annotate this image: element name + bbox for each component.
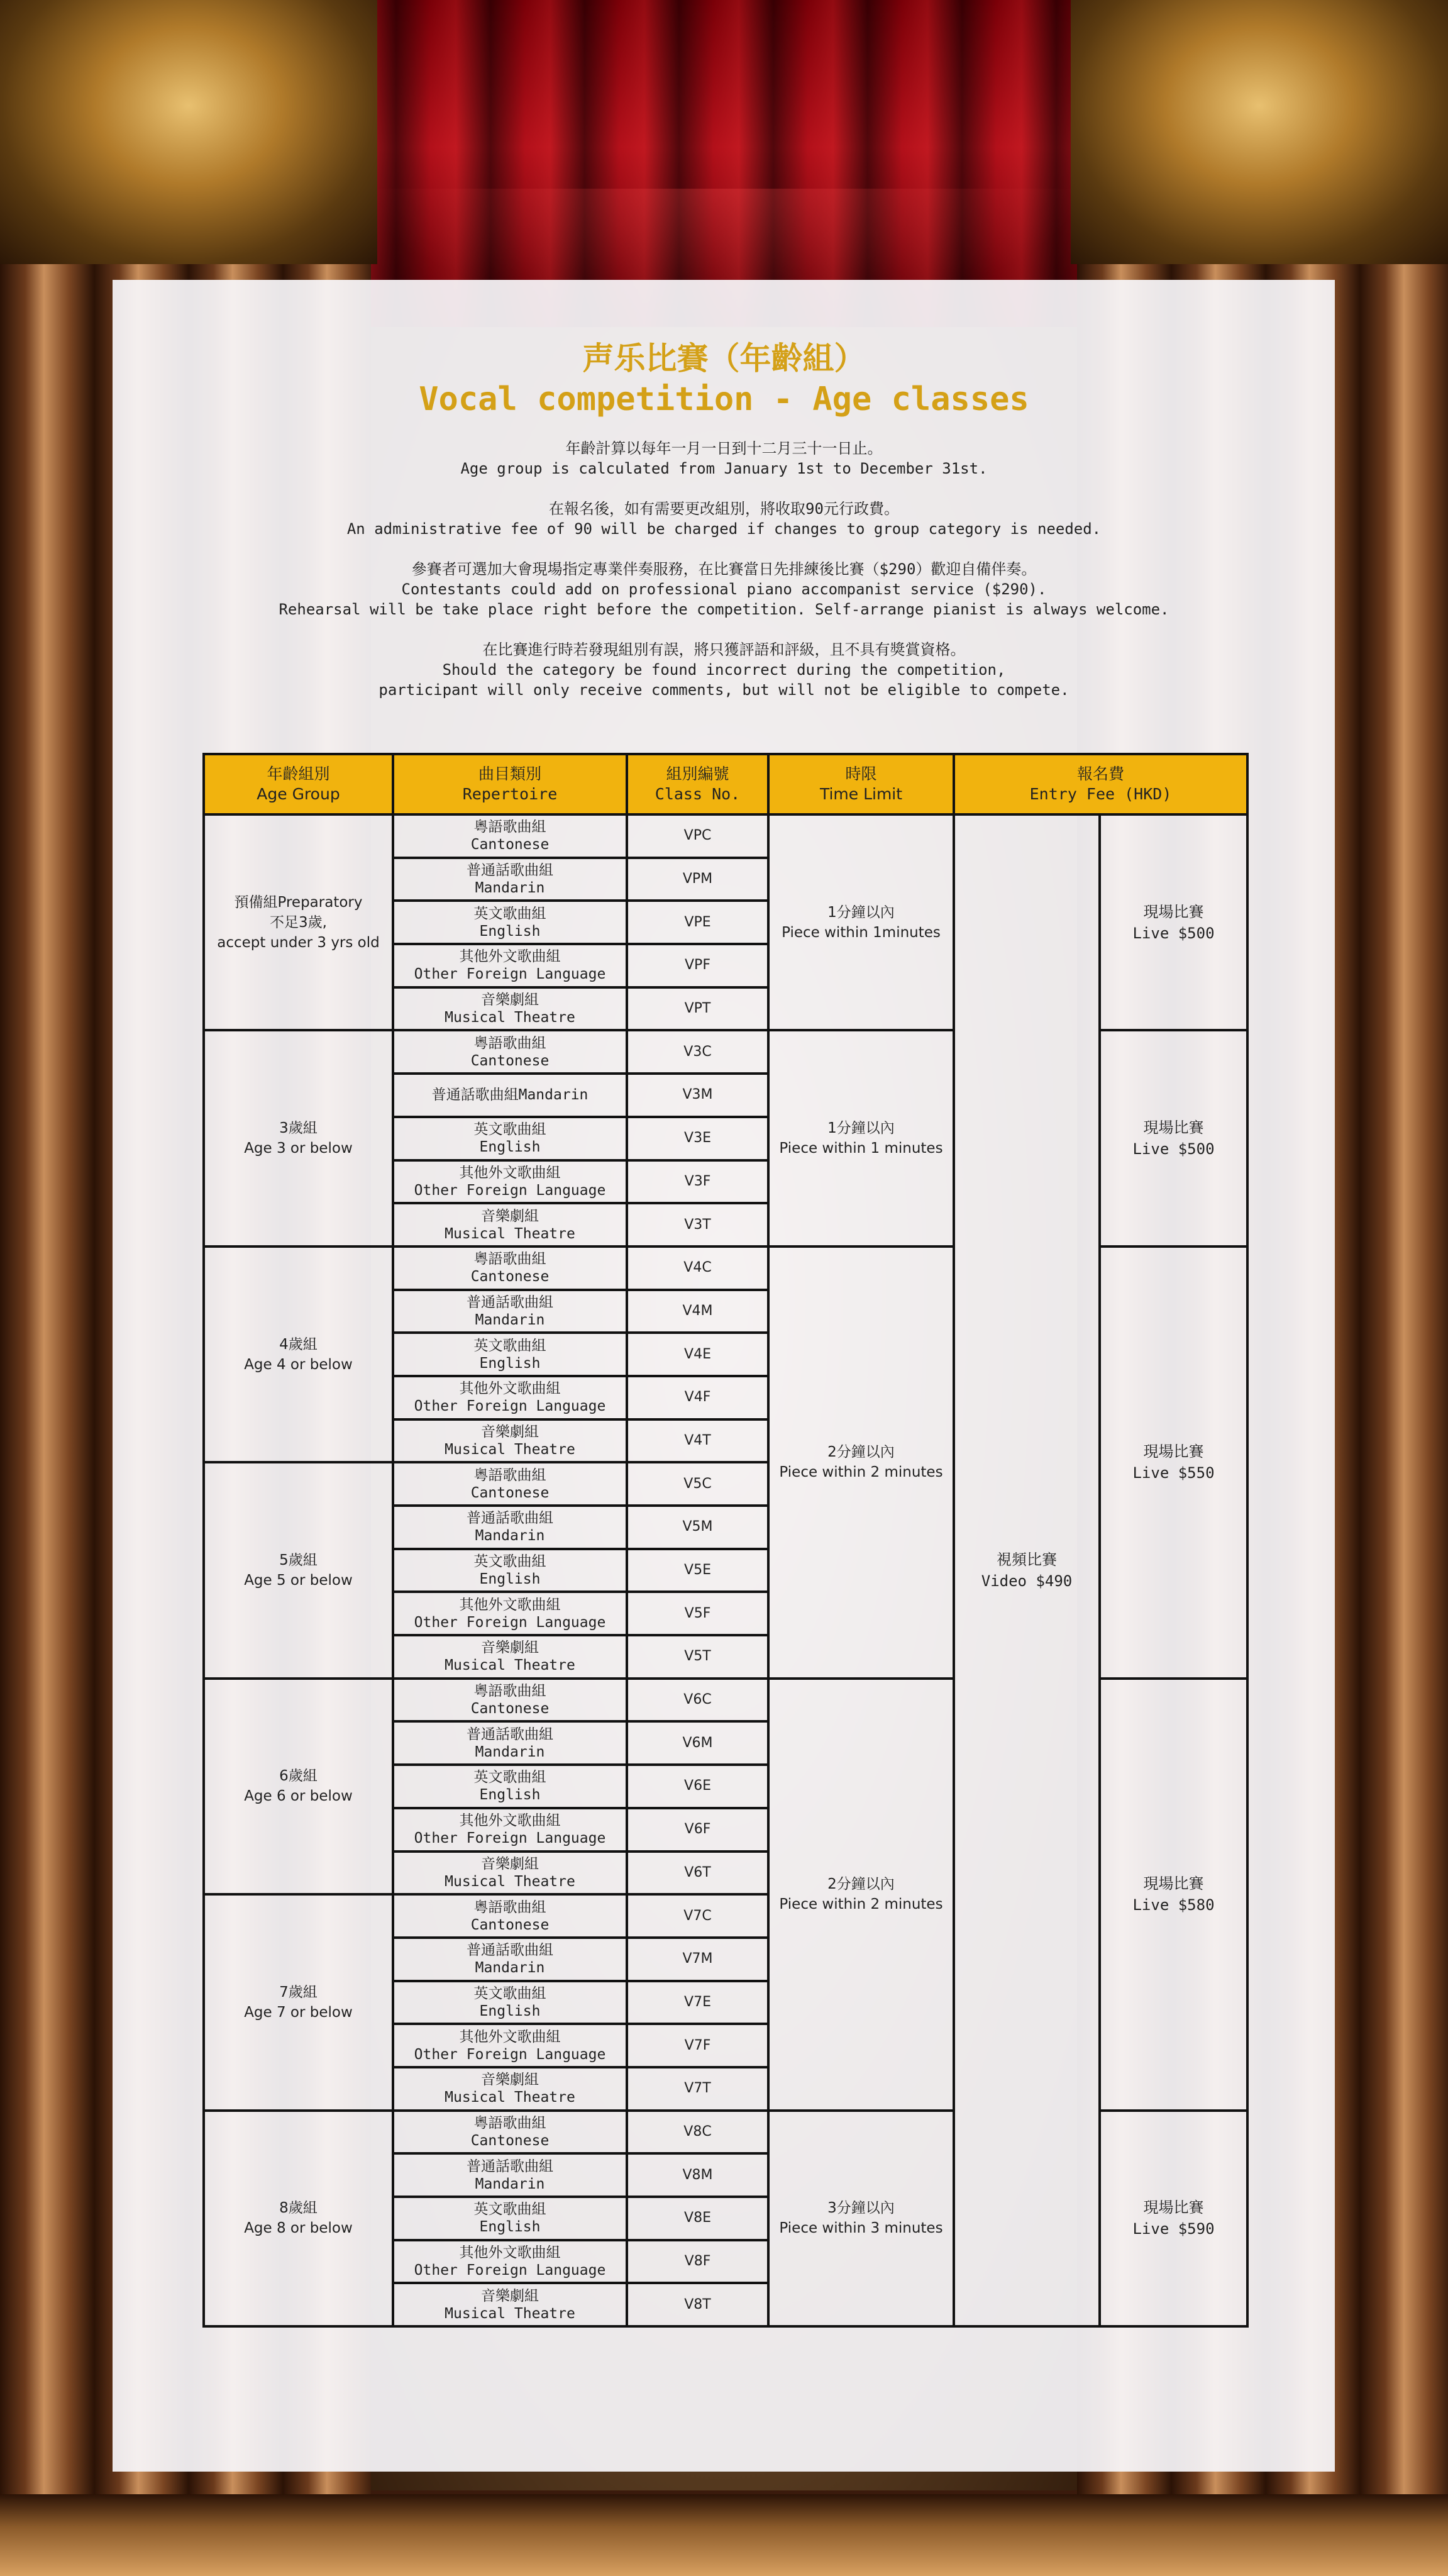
class-no-cell: V8M <box>627 2153 768 2197</box>
cell-line: 其他外文歌曲組 <box>459 948 561 965</box>
cell-line: Musical Theatre <box>445 1225 575 1242</box>
live-fee-cell <box>1100 1246 1247 1679</box>
cell-line: Mandarin <box>475 880 545 897</box>
cell-line: 音樂劇組 <box>481 1640 539 1657</box>
cell-line: 現場比賽 <box>1143 1119 1204 1137</box>
cell-line: 英文歌曲組 <box>473 1121 546 1138</box>
live-fee-cell <box>1100 1030 1247 1246</box>
cell-line: Video $490 <box>981 1572 1073 1591</box>
cell-line: 5歲組 <box>279 1552 318 1569</box>
cell-line: 現場比賽 <box>1143 902 1204 921</box>
class-table <box>202 753 1249 2328</box>
repertoire-cell <box>393 1981 627 2024</box>
class-no-cell: VPM <box>627 858 768 901</box>
repertoire-cell <box>393 987 627 1031</box>
repertoire-cell <box>393 1333 627 1376</box>
class-no-cell: V6M <box>627 1721 768 1765</box>
note-line: 參賽者可選加大會現場指定專業伴奏服務，在比賽當日先排練後比賽（$290）歡迎自備伴奏。 <box>411 560 1037 578</box>
note-accompanist <box>0 559 1448 619</box>
cell-line: accept under 3 yrs old <box>217 934 380 951</box>
time-limit-cell <box>768 814 954 1030</box>
repertoire-cell <box>393 1721 627 1765</box>
cell-line: Cantonese <box>470 2132 550 2149</box>
cell-line: 音樂劇組 <box>481 992 539 1009</box>
cell-line: 不足3歲, <box>270 914 327 931</box>
cell-line: Musical Theatre <box>445 2305 575 2322</box>
age-group-cell <box>204 1679 393 1894</box>
note-admin-fee <box>0 499 1448 539</box>
cell-line: Age 7 or below <box>244 2004 353 2021</box>
repertoire-cell <box>393 1117 627 1160</box>
cell-line: 6歲組 <box>279 1768 318 1785</box>
cell-line: 粵語歌曲組 <box>473 1251 546 1268</box>
class-no-cell: V5F <box>627 1592 768 1635</box>
cell-line: English <box>479 1571 541 1588</box>
cell-line: 英文歌曲組 <box>473 1769 546 1786</box>
class-no-cell: V5T <box>627 1635 768 1679</box>
cell-line: 英文歌曲組 <box>473 905 546 922</box>
cell-line: Cantonese <box>470 1701 550 1718</box>
repertoire-cell <box>393 1203 627 1246</box>
cell-line: 粵語歌曲組 <box>473 1683 546 1700</box>
cell-line: Piece within 3 minutes <box>779 2220 943 2237</box>
age-group-cell <box>204 2111 393 2326</box>
cell-line: Live $580 <box>1132 1896 1215 1914</box>
cell-line: Cantonese <box>470 1052 550 1069</box>
class-no-cell: V4C <box>627 1246 768 1290</box>
title-english: Vocal competition - Age classes <box>419 380 1029 418</box>
cell-line: Piece within 2 minutes <box>779 1896 943 1913</box>
cell-line: Live $500 <box>1132 1140 1215 1158</box>
repertoire-cell <box>393 901 627 944</box>
cell-line: Live $550 <box>1132 1464 1215 1482</box>
cell-line: 普通話歌曲組 <box>467 862 553 879</box>
left-pillar-capital <box>0 0 377 264</box>
class-no-cell: V7M <box>627 1938 768 1981</box>
class-no-cell: V4F <box>627 1376 768 1419</box>
cell-line: English <box>479 2219 541 2236</box>
cell-line: Other Foreign Language <box>414 1398 606 1415</box>
cell-line: 2分鐘以內 <box>827 1444 895 1461</box>
class-no-cell: V8T <box>627 2283 768 2326</box>
cell-line: 其他外文歌曲組 <box>459 2245 561 2262</box>
class-no-cell: VPE <box>627 901 768 944</box>
repertoire-cell <box>393 814 627 858</box>
cell-line: 其他外文歌曲組 <box>459 1380 561 1397</box>
repertoire-cell <box>393 1030 627 1074</box>
note-line: An administrative fee of 90 will be charged if changes to group category is needed. <box>346 520 1102 538</box>
class-no-cell: V3C <box>627 1030 768 1074</box>
repertoire-cell <box>393 2153 627 2197</box>
class-no-cell: V5E <box>627 1549 768 1592</box>
live-fee-cell <box>1100 1679 1247 2111</box>
repertoire-cell <box>393 1679 627 1722</box>
cell-line: Other Foreign Language <box>414 2046 606 2063</box>
class-no-cell: V5M <box>627 1506 768 1549</box>
time-limit-cell <box>768 1679 954 2111</box>
note-line: Contestants could add on professional piano accompanist service ($290). <box>401 580 1047 598</box>
cell-line: Age 6 or below <box>244 1788 353 1805</box>
header-repertoire: 曲目類別 Repertoire <box>393 754 627 814</box>
title-chinese: 声乐比賽（年齡組） <box>582 340 866 377</box>
cell-line: Musical Theatre <box>445 2089 575 2106</box>
cell-line: 音樂劇組 <box>481 1208 539 1224</box>
cell-line: 普通話歌曲組 <box>467 1294 553 1311</box>
repertoire-cell <box>393 1549 627 1592</box>
class-no-cell: V7C <box>627 1894 768 1938</box>
cell-line: Mandarin <box>475 2175 545 2192</box>
cell-line: 其他外文歌曲組 <box>459 1596 561 1613</box>
cell-line: 3歲組 <box>279 1120 318 1137</box>
repertoire-cell <box>393 2283 627 2326</box>
cell-line: Musical Theatre <box>445 1657 575 1674</box>
cell-line: 現場比賽 <box>1143 2199 1204 2217</box>
table-header-row <box>204 754 1247 814</box>
cell-line: English <box>479 923 541 940</box>
cell-line: Live $500 <box>1132 924 1215 942</box>
cell-line: Mandarin <box>475 1311 545 1328</box>
repertoire-cell <box>393 2024 627 2067</box>
cell-line: English <box>479 1139 541 1156</box>
cell-line: Mandarin <box>475 1960 545 1977</box>
age-group-cell <box>204 1462 393 1678</box>
note-age-calculation <box>0 438 1448 479</box>
repertoire-cell <box>393 1938 627 1981</box>
cell-line: 音樂劇組 <box>481 2072 539 2089</box>
note-line: 在比賽進行時若發現組別有誤，將只獲評語和評級，且不具有獎賞資格。 <box>482 641 966 658</box>
class-no-cell: V7E <box>627 1981 768 2024</box>
note-line: Should the category be found incorrect during the competition, <box>442 661 1006 679</box>
cell-line: English <box>479 1355 541 1372</box>
cell-line: 音樂劇組 <box>481 1423 539 1440</box>
cell-line: Age 8 or below <box>244 2220 353 2237</box>
class-no-cell: V4E <box>627 1333 768 1376</box>
class-no-cell: V7F <box>627 2024 768 2067</box>
repertoire-cell <box>393 1290 627 1333</box>
age-group-cell <box>204 814 393 1030</box>
header-entry-fee: 報名費 Entry Fee (HKD) <box>954 754 1247 814</box>
cell-line: Musical Theatre <box>445 1873 575 1890</box>
header-age-group: 年齡組別 Age Group <box>204 754 393 814</box>
class-no-cell: V4T <box>627 1419 768 1463</box>
class-no-cell: V5C <box>627 1462 768 1506</box>
cell-line: 音樂劇組 <box>481 2287 539 2304</box>
cell-line: 8歲組 <box>279 2200 318 2217</box>
cell-line: 7歲組 <box>279 1984 318 2001</box>
repertoire-cell <box>393 858 627 901</box>
cell-line: 普通話歌曲組Mandarin <box>431 1087 589 1104</box>
repertoire-cell <box>393 1462 627 1506</box>
cell-line: Cantonese <box>470 1916 550 1933</box>
cell-line: 音樂劇組 <box>481 1855 539 1872</box>
live-fee-cell <box>1100 814 1247 1030</box>
live-fee-cell <box>1100 2111 1247 2326</box>
cell-line: Cantonese <box>470 1484 550 1501</box>
video-fee-cell <box>954 814 1100 2326</box>
cell-line: Other Foreign Language <box>414 2262 606 2279</box>
cell-line: Mandarin <box>475 1528 545 1545</box>
repertoire-cell <box>393 2240 627 2284</box>
repertoire-cell <box>393 1808 627 1852</box>
cell-line: Age 5 or below <box>244 1572 353 1589</box>
note-line: Rehearsal will be take place right before the competition. Self-arrange pianist is always welcome. <box>279 601 1169 618</box>
cell-line: Piece within 1minutes <box>782 924 941 941</box>
right-pillar-capital <box>1071 0 1448 264</box>
cell-line: Other Foreign Language <box>414 966 606 983</box>
cell-line: 現場比賽 <box>1143 1875 1204 1893</box>
stage-floor <box>0 2494 1448 2576</box>
cell-line: 粵語歌曲組 <box>473 1899 546 1916</box>
cell-line: Other Foreign Language <box>414 1830 606 1847</box>
repertoire-cell <box>393 1765 627 1808</box>
class-no-cell: V3M <box>627 1074 768 1117</box>
repertoire-cell <box>393 1074 627 1117</box>
cell-line: 普通話歌曲組 <box>467 2158 553 2175</box>
repertoire-cell <box>393 1894 627 1938</box>
cell-line: Mandarin <box>475 1743 545 1760</box>
cell-line: 普通話歌曲組 <box>467 1942 553 1959</box>
note-line: 年齡計算以每年一月一日到十二月三十一日止。 <box>565 440 883 457</box>
cell-line: 4歲組 <box>279 1336 318 1353</box>
repertoire-cell <box>393 1419 627 1463</box>
cell-line: English <box>479 2002 541 2019</box>
class-no-cell: V6E <box>627 1765 768 1808</box>
time-limit-cell <box>768 2111 954 2326</box>
cell-line: Live $590 <box>1132 2220 1215 2238</box>
repertoire-cell <box>393 1376 627 1419</box>
cell-line: 粵語歌曲組 <box>473 819 546 836</box>
cell-line: Musical Theatre <box>445 1009 575 1026</box>
cell-line: 粵語歌曲組 <box>473 1035 546 1052</box>
cell-line: 現場比賽 <box>1143 1443 1204 1461</box>
class-no-cell: VPT <box>627 987 768 1031</box>
cell-line: Piece within 1 minutes <box>779 1140 943 1157</box>
time-limit-cell <box>768 1246 954 1679</box>
note-line: Age group is calculated from January 1st to December 31st. <box>460 460 988 477</box>
cell-line: 預備組Preparatory <box>234 894 363 911</box>
class-no-cell: V6T <box>627 1852 768 1895</box>
cell-line: 其他外文歌曲組 <box>459 2028 561 2045</box>
header-time-limit: 時限 Time Limit <box>768 754 954 814</box>
cell-line: 其他外文歌曲組 <box>459 1813 561 1829</box>
time-limit-cell <box>768 1030 954 1246</box>
cell-line: Musical Theatre <box>445 1441 575 1458</box>
note-line: 在報名後，如有需要更改組別，將收取90元行政費。 <box>549 500 899 518</box>
class-no-cell: V3E <box>627 1117 768 1160</box>
repertoire-cell <box>393 1592 627 1635</box>
cell-line: 1分鐘以內 <box>827 904 895 921</box>
table-row <box>204 814 1247 858</box>
cell-line: Piece within 2 minutes <box>779 1464 943 1481</box>
cell-line: 英文歌曲組 <box>473 1337 546 1354</box>
class-no-cell: VPC <box>627 814 768 858</box>
cell-line: 視頻比賽 <box>997 1551 1057 1569</box>
class-no-cell: V8C <box>627 2111 768 2154</box>
cell-line: 其他外文歌曲組 <box>459 1164 561 1181</box>
class-no-cell: V4M <box>627 1290 768 1333</box>
cell-line: Other Foreign Language <box>414 1182 606 1199</box>
class-no-cell: V8E <box>627 2197 768 2240</box>
class-no-cell: V7T <box>627 2067 768 2111</box>
cell-line: Cantonese <box>470 1269 550 1285</box>
age-group-cell <box>204 1894 393 2110</box>
class-no-cell: V8F <box>627 2240 768 2284</box>
class-no-cell: V6F <box>627 1808 768 1852</box>
cell-line: 普通話歌曲組 <box>467 1510 553 1527</box>
class-no-cell: V3F <box>627 1160 768 1204</box>
repertoire-cell <box>393 2067 627 2111</box>
repertoire-cell <box>393 1852 627 1895</box>
cell-line: Age 4 or below <box>244 1356 353 1373</box>
cell-line: 普通話歌曲組 <box>467 1726 553 1743</box>
cell-line: Other Foreign Language <box>414 1614 606 1631</box>
repertoire-cell <box>393 1635 627 1679</box>
note-incorrect-category <box>0 640 1448 700</box>
cell-line: Age 3 or below <box>244 1140 353 1157</box>
class-no-cell: VPF <box>627 944 768 987</box>
repertoire-cell <box>393 2197 627 2240</box>
cell-line: 英文歌曲組 <box>473 1553 546 1570</box>
repertoire-cell <box>393 1160 627 1204</box>
age-group-cell <box>204 1030 393 1246</box>
header-class-no: 組別編號 Class No. <box>627 754 768 814</box>
cell-line: 英文歌曲組 <box>473 1985 546 2002</box>
cell-line: 1分鐘以內 <box>827 1120 895 1137</box>
class-no-cell: V6C <box>627 1679 768 1722</box>
cell-line: English <box>479 1787 541 1804</box>
repertoire-cell <box>393 2111 627 2154</box>
repertoire-cell <box>393 1246 627 1290</box>
cell-line: 英文歌曲組 <box>473 2201 546 2218</box>
repertoire-cell <box>393 944 627 987</box>
class-no-cell: V3T <box>627 1203 768 1246</box>
repertoire-cell <box>393 1506 627 1549</box>
cell-line: 粵語歌曲組 <box>473 1467 546 1484</box>
cell-line: 2分鐘以內 <box>827 1876 895 1893</box>
cell-line: Cantonese <box>470 836 550 853</box>
cell-line: 粵語歌曲組 <box>473 2114 546 2131</box>
note-line: participant will only receive comments, but will not be eligible to compete. <box>379 681 1069 699</box>
age-group-cell <box>204 1246 393 1462</box>
cell-line: 3分鐘以內 <box>827 2200 895 2217</box>
